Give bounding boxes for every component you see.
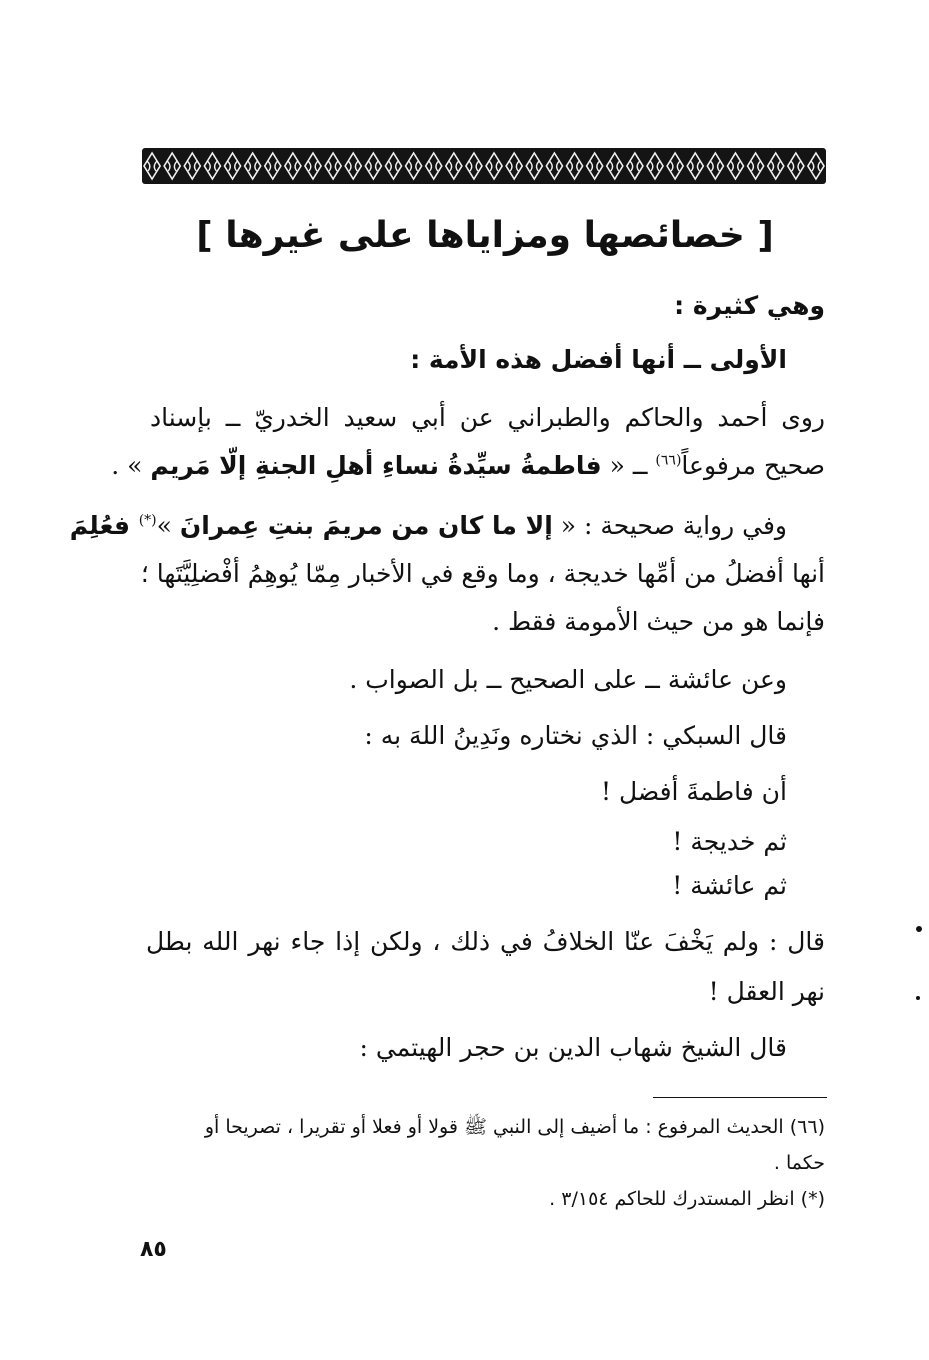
ornament-motif <box>647 153 663 179</box>
ornament-motif <box>265 153 281 179</box>
hadith-quote: فاطمةُ سيِّدةُ نساءِ أهلِ الجنةِ إلّا مَريم <box>150 451 602 480</box>
scan-speck <box>916 996 920 1000</box>
ornament-motif <box>385 153 401 179</box>
footnote-66-line-2: حكما . <box>773 1152 825 1174</box>
ornament-motif <box>546 153 562 179</box>
page-number: ٨٥ <box>140 1237 167 1262</box>
ornament-motif <box>164 153 180 179</box>
text-line-14: نهر العقل ! <box>708 977 825 1006</box>
scan-speck <box>916 926 922 932</box>
ornament-motif <box>466 153 482 179</box>
text-line-15: قال الشيخ شهاب الدين بن حجر الهيتمي : <box>359 1033 787 1062</box>
intro-line: وهي كثيرة : <box>674 291 825 320</box>
text-line-6: أنها أفضلُ من أمِّها خديجة ، وما وقع في الأخبار مِمّا يُوهِمُ أفْضلِيَّتَها ؛ <box>140 559 825 588</box>
ornament-motif <box>667 153 683 179</box>
text-line-4: صحيح مرفوعاً$^{(٦٦)}$ ــ « فاطمةُ سيِّدةُ نساءِ أهلِ الجنةِ إلّا مَريم » . <box>111 451 825 480</box>
footnote-star: (*) انظر المستدرك للحاكم ٣/١٥٤ . <box>549 1188 825 1210</box>
text-line-13: قال : ولم يَخْفَ عنّا الخلافُ في ذلك ، ولكن إذا جاء نهر الله بطل <box>146 927 825 956</box>
ornament-motif <box>144 153 160 179</box>
footnote-66-line-1: (٦٦) الحديث المرفوع : ما أضيف إلى النبي ﷺ قولا أو فعلا أو تقريرا ، تصريحا أو <box>204 1116 825 1138</box>
ornament-motif <box>426 153 442 179</box>
ornament-motif <box>305 153 321 179</box>
ornament-motif <box>204 153 220 179</box>
ornament-motif <box>788 153 804 179</box>
ornament-motif <box>245 153 261 179</box>
footnote-ref-star: (*) <box>138 512 157 529</box>
text-line-7: فإنما هو من حيث الأمومة فقط . <box>492 607 825 636</box>
footnote-ref-66: (٦٦) <box>655 452 682 469</box>
ornament-motif <box>768 153 784 179</box>
ornament-motif <box>365 153 381 179</box>
footnote-separator <box>653 1097 827 1098</box>
ornament-motif <box>285 153 301 179</box>
ornament-motif <box>566 153 582 179</box>
ornament-motif <box>224 153 240 179</box>
ornament-motif <box>808 153 824 179</box>
ornament-motif <box>406 153 422 179</box>
text-line-3: روى أحمد والحاكم والطبراني عن أبي سعيد الخدريّ ــ بإسناد <box>150 403 825 432</box>
ornament-motif <box>587 153 603 179</box>
ornament-motif <box>184 153 200 179</box>
ornament-motif <box>325 153 341 179</box>
text-line-9: قال السبكي : الذي نختاره ونَدِينُ اللهَ به : <box>364 721 787 750</box>
ornament-motif <box>727 153 743 179</box>
ornament-motif <box>707 153 723 179</box>
text-line-10: أن فاطمةَ أفضل ! <box>600 777 787 806</box>
ornament-motif <box>506 153 522 179</box>
chapter-title: [ خصائصها ومزاياها على غيرها ] <box>196 215 774 256</box>
ornament-motif <box>607 153 623 179</box>
narration-quote: إلا ما كان من مريمَ بنتِ عِمرانَ <box>179 511 553 540</box>
text-line-8: وعن عائشة ــ على الصحيح ــ بل الصواب . <box>349 665 787 694</box>
ornamental-border <box>142 148 826 184</box>
ornament-motif <box>446 153 462 179</box>
ornament-motif <box>526 153 542 179</box>
ornament-motif <box>748 153 764 179</box>
ornament-motif <box>345 153 361 179</box>
text-line-5: وفي رواية صحيحة : « إلا ما كان من مريمَ بنتِ عِمرانَ »(*) فعُلِمَ <box>69 511 787 540</box>
text-line-11: ثم خديجة ! <box>672 827 787 856</box>
first-point-heading: الأولى ــ أنها أفضل هذه الأمة : <box>410 345 787 374</box>
ornament-motif <box>486 153 502 179</box>
text-line-12: ثم عائشة ! <box>672 871 787 900</box>
ornament-motif <box>627 153 643 179</box>
ornament-motif <box>687 153 703 179</box>
